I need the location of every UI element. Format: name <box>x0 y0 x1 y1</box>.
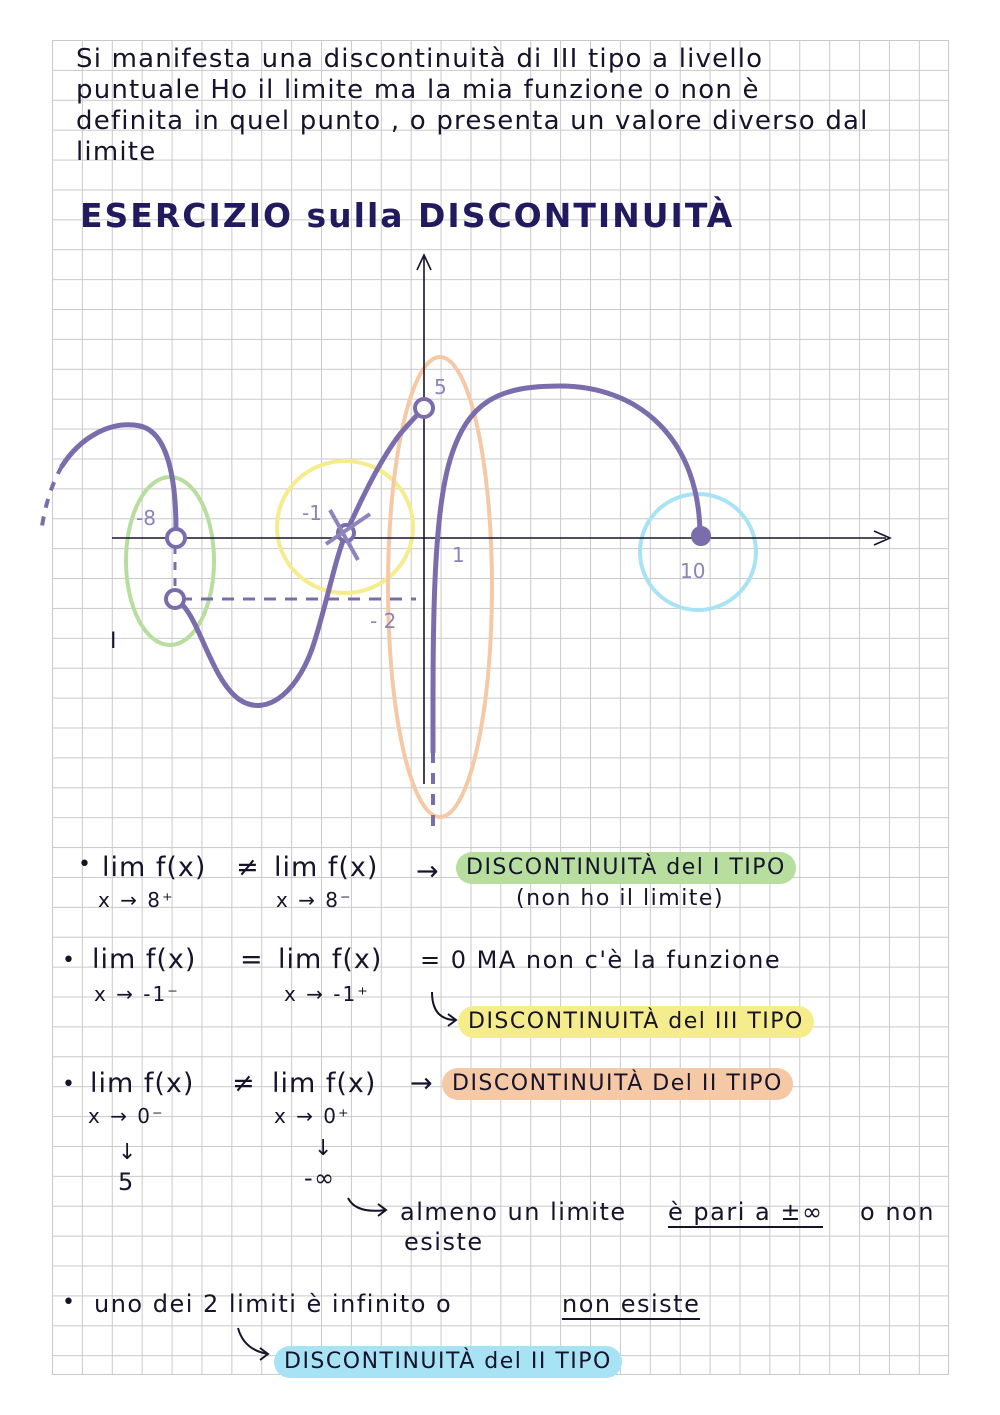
bullet: • <box>62 1290 75 1315</box>
label-y-5: 5 <box>434 375 447 399</box>
label-x-1: 1 <box>452 543 465 567</box>
intro-line: Si manifesta una discontinuità di III tipo a livello <box>76 44 764 74</box>
note: almeno un limite <box>400 1198 627 1226</box>
limit-value: -∞ <box>304 1164 336 1192</box>
curved-arrow-icon <box>234 1326 274 1362</box>
operator: = <box>240 944 264 975</box>
page-title: ESERCIZIO sulla DISCONTINUITÀ <box>80 196 735 235</box>
open-point-zero-five <box>415 399 433 417</box>
limit-expression: lim f(x) <box>272 1068 377 1099</box>
limit-subscript: x → -1⁻ <box>94 982 180 1006</box>
bullet: • <box>62 1072 75 1097</box>
intro-line: definita in quel punto , o presenta un valore diverso dal <box>76 106 869 136</box>
note: (non ho il limite) <box>516 886 725 911</box>
limit-expression: lim f(x) <box>278 944 383 975</box>
dashed-left-tail <box>42 466 62 526</box>
bullet: • <box>78 852 91 877</box>
limit-expression: lim f(x) <box>90 1068 195 1099</box>
limit-subscript: x → 0⁺ <box>274 1104 351 1128</box>
green-circle <box>126 477 214 645</box>
orange-circle <box>388 357 492 817</box>
note: o non <box>860 1198 935 1226</box>
note: esiste <box>404 1228 484 1256</box>
note-underlined: è pari a ±∞ <box>668 1198 824 1226</box>
statement-underlined: non esiste <box>562 1290 701 1318</box>
intro-line: limite <box>76 137 157 167</box>
bullet: • <box>62 948 75 973</box>
statement: uno dei 2 limiti è infinito o <box>94 1290 453 1318</box>
closed-point-ten <box>692 527 710 545</box>
arrow: → <box>410 1068 434 1099</box>
limit-expression: lim f(x) <box>274 852 379 883</box>
limit-value: 5 <box>118 1168 135 1196</box>
limit-subscript: x → 0⁻ <box>88 1104 165 1128</box>
limit-expression: lim f(x) <box>92 944 197 975</box>
arrow: → <box>416 856 440 887</box>
limit-subscript: x → -1⁺ <box>284 982 370 1006</box>
limit-subscript: x → 8⁺ <box>98 888 175 912</box>
curved-arrow-icon <box>346 1194 392 1220</box>
open-point-minus8-minus2 <box>166 590 184 608</box>
label-roman-I: I <box>110 629 117 654</box>
result-highlight-cyan: DISCONTINUITÀ del II TIPO <box>274 1346 622 1378</box>
operator: ≠ <box>232 1068 256 1099</box>
label-x-minus1: -1 <box>302 501 322 525</box>
label-x-minus8: -8 <box>136 506 156 530</box>
limit-expression: lim f(x) <box>102 852 207 883</box>
open-point-minus8-zero <box>167 529 185 547</box>
result-highlight-yellow: DISCONTINUITÀ del III TIPO <box>458 1006 814 1038</box>
limit-condition: = 0 MA non c'è la funzione <box>420 946 782 974</box>
curved-arrow-icon <box>428 990 462 1030</box>
limit-subscript: x → 8⁻ <box>276 888 353 912</box>
curve-branch-right-asymptote <box>433 386 700 752</box>
operator: ≠ <box>236 852 260 883</box>
label-x-10: 10 <box>680 559 706 583</box>
result-highlight-orange: DISCONTINUITÀ Del II TIPO <box>442 1068 793 1100</box>
down-arrow-icon: ↓ <box>118 1140 138 1165</box>
label-y-minus2: - 2 <box>370 609 397 633</box>
intro-line: puntuale Ho il limite ma la mia funzione o non è <box>76 75 760 105</box>
result-highlight-green: DISCONTINUITÀ del I TIPO <box>456 852 796 884</box>
down-arrow-icon: ↓ <box>314 1136 334 1161</box>
